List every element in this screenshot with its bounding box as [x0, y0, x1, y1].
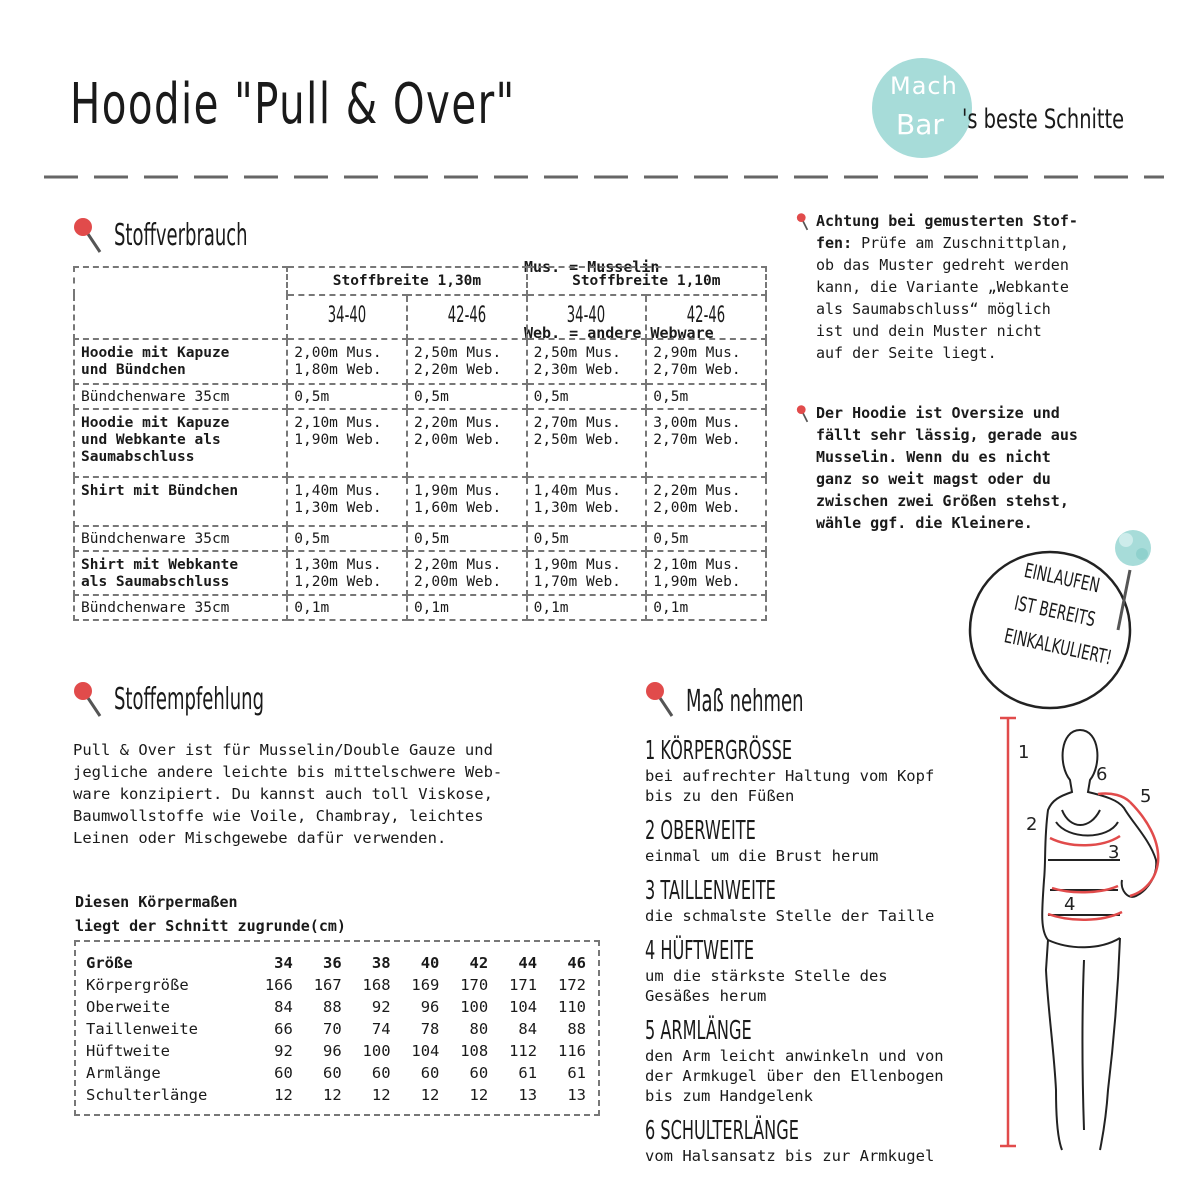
measurement-value: 70	[323, 1020, 342, 1038]
usage-cell: 2,50m Mus. 2,20m Web.	[407, 339, 527, 384]
usage-cell: 2,00m Mus. 1,80m Web.	[287, 339, 407, 384]
table-row	[86, 1018, 586, 1040]
measurements-table	[86, 952, 586, 1106]
measurement-value: 13	[518, 1086, 538, 1104]
measurement-value: 96	[323, 1042, 342, 1060]
usage-cell: 1,40m Mus. 1,30m Web.	[287, 477, 407, 526]
usage-cell: 2,20m Mus. 2,00m Web.	[407, 409, 527, 477]
usage-cell: 0,5m	[287, 384, 407, 409]
measurement-value: 171	[509, 976, 538, 994]
measuring-title: 3 TAILLENWEITE	[645, 876, 776, 906]
measurement-value: 12	[274, 1086, 293, 1104]
size-header: 34	[274, 954, 293, 972]
measurement-value: 61	[567, 1064, 586, 1082]
size-header: 36	[323, 954, 342, 972]
usage-cell: 0,5m	[407, 526, 527, 551]
usage-cell: 3,00m Mus. 2,70m Web.	[646, 409, 766, 477]
figure-number: 2	[1026, 814, 1038, 835]
measuring-item	[645, 1016, 995, 1106]
usage-cell: 0,5m	[646, 526, 766, 551]
measurement-value: 60	[371, 1064, 391, 1082]
usage-cell: 1,40m Mus. 1,30m Web.	[527, 477, 647, 526]
note-text: Prüfe am Zuschnittplan, ob das Muster gedreht werden kann, die Variante „Webkante als Saumabschluss“ möglich ist und dein Muster nicht auf der Seite liegt.	[816, 234, 1069, 362]
measurement-label: Taillenweite	[86, 1020, 198, 1038]
table-row	[86, 1040, 586, 1062]
size-header-label: Größe	[86, 954, 133, 972]
size-range-header	[287, 295, 407, 339]
page-title: Hoodie "Pull & Over"	[70, 72, 516, 137]
badge-line2: IST BEREITS	[1012, 590, 1098, 632]
usage-cell: 2,10m Mus. 1,90m Web.	[646, 551, 766, 595]
usage-cell: 0,5m	[407, 384, 527, 409]
recommendation-heading: Stoffempfehlung	[114, 682, 264, 717]
row-label: Bündchenware 35cm	[74, 526, 287, 551]
usage-cell: 2,50m Mus. 2,30m Web.	[527, 339, 647, 384]
usage-cell: 0,1m	[646, 595, 766, 620]
figure-number: 6	[1096, 764, 1108, 785]
measurement-value: 100	[362, 1042, 391, 1060]
usage-cell: 1,90m Mus. 1,70m Web.	[527, 551, 647, 595]
usage-cell: 0,5m	[287, 526, 407, 551]
measuring-title: 1 KÖRPERGRÖSSE	[645, 736, 793, 766]
figure-number: 4	[1064, 894, 1076, 915]
pin-icon	[72, 216, 108, 256]
table-row	[74, 595, 766, 620]
table-row	[74, 339, 766, 384]
figure-number: 5	[1140, 786, 1152, 807]
size-range-header	[646, 295, 766, 339]
measuring-desc: vom Halsansatz bis zur Armkugel	[645, 1147, 935, 1165]
measurement-label: Oberweite	[86, 998, 170, 1016]
measurement-value: 92	[274, 1042, 293, 1060]
row-label: Bündchenware 35cm	[74, 595, 287, 620]
measuring-item	[645, 936, 995, 1006]
measurement-value: 168	[362, 976, 391, 994]
measurement-value: 60	[323, 1064, 342, 1082]
table-row	[86, 1062, 586, 1084]
measurement-label: Schulterlänge	[86, 1086, 208, 1104]
measurement-value: 100	[460, 998, 489, 1016]
measurement-value: 166	[264, 976, 293, 994]
measuring-item	[645, 736, 995, 806]
row-label: Bündchenware 35cm	[74, 384, 287, 409]
badge-line3: EINKALKULIERT!	[1002, 623, 1115, 670]
size-range-label: 42-46	[686, 303, 726, 328]
note-bold: Der Hoodie ist Oversize und fällt sehr lässig, gerade aus Musselin. Wenn du es nicht ganz so weit magst oder du zwischen zwei Größen stehst, wähle ggf. die Kleinere.	[816, 404, 1078, 532]
measurement-value: 169	[411, 976, 440, 994]
measurement-value: 104	[411, 1042, 440, 1060]
measurement-value: 116	[558, 1042, 586, 1060]
table-row	[74, 409, 766, 477]
measuring-desc: die schmalste Stelle der Taille	[645, 907, 935, 925]
measurement-label: Armlänge	[86, 1064, 161, 1082]
logo-line1: Mach	[890, 72, 958, 100]
measurement-value: 84	[274, 998, 293, 1016]
table-row	[74, 551, 766, 595]
recommendation-text: Pull & Over ist für Musselin/Double Gauze und jegliche andere leichte bis mittelschwere Web- ware konzipiert. Du kannst auch toll Viskose, Baumwollstoffe wie Voile, Chambray, leichtes Leinen oder Mischgewebe dafür verwenden.	[73, 741, 503, 847]
size-header: 46	[567, 954, 586, 972]
measurement-value: 112	[509, 1042, 538, 1060]
table-row	[74, 384, 766, 409]
usage-cell: 0,1m	[407, 595, 527, 620]
measurement-value: 104	[509, 998, 538, 1016]
brand-logo	[872, 58, 972, 158]
measurement-value: 12	[323, 1086, 342, 1104]
pin-icon	[644, 680, 680, 720]
measuring-title: 4 HÜFTWEITE	[645, 936, 755, 966]
usage-cell: 2,70m Mus. 2,50m Web.	[527, 409, 647, 477]
size-range-label: 42-46	[447, 303, 486, 328]
measurement-label: Hüftweite	[86, 1042, 170, 1060]
measurement-value: 12	[420, 1086, 440, 1104]
size-range-header	[527, 295, 647, 339]
legend-web: Web. = andere Webware	[524, 324, 714, 342]
usage-cell: 0,1m	[287, 595, 407, 620]
measuring-item	[645, 816, 995, 866]
measuring-desc: den Arm leicht anwinkeln und von der Armkugel über den Ellenbogen bis zum Handgelenk	[645, 1047, 944, 1105]
logo-line2: Bar	[896, 108, 944, 141]
width-130-header: Stoffbreite 1,30m	[287, 267, 526, 295]
measuring-item	[645, 876, 995, 926]
usage-cell: 2,10m Mus. 1,90m Web.	[287, 409, 407, 477]
measurement-value: 84	[518, 1020, 538, 1038]
size-header: 42	[469, 954, 489, 972]
usage-cell: 1,90m Mus. 1,60m Web.	[407, 477, 527, 526]
measuring-desc: um die stärkste Stelle des Gesäßes herum	[645, 967, 888, 1005]
pin-icon	[72, 680, 108, 720]
note-bold: Achtung bei gemusterten Stof- fen:	[816, 212, 1078, 252]
measuring-list	[645, 736, 995, 1176]
measurement-value: 61	[518, 1064, 538, 1082]
measurement-value: 12	[371, 1086, 391, 1104]
measurement-value: 60	[469, 1064, 489, 1082]
measuring-desc: einmal um die Brust herum	[645, 847, 879, 865]
usage-cell: 1,30m Mus. 1,20m Web.	[287, 551, 407, 595]
row-label: Shirt mit Bündchen	[74, 477, 287, 526]
measurement-value: 13	[567, 1086, 586, 1104]
measurement-value: 78	[420, 1020, 440, 1038]
measurement-value: 80	[469, 1020, 489, 1038]
measuring-title: 5 ARMLÄNGE	[645, 1016, 752, 1046]
measurement-value: 92	[371, 998, 391, 1016]
note-item	[796, 210, 1156, 364]
size-range-header	[407, 295, 527, 339]
measurement-value: 108	[460, 1042, 489, 1060]
measurement-value: 170	[460, 976, 489, 994]
row-label: Hoodie mit Kapuze und Bündchen	[74, 339, 287, 384]
legend-mus: Mus. = Musselin	[524, 258, 660, 276]
size-header: 40	[420, 954, 440, 972]
fabric-usage-table	[73, 266, 767, 621]
measurements-caption: Diesen Körpermaßen liegt der Schnitt zugrunde(cm)	[75, 893, 346, 935]
measurement-value: 74	[371, 1020, 391, 1038]
width-110-header: Stoffbreite 1,10m	[527, 267, 766, 295]
usage-cell: 0,5m	[527, 384, 647, 409]
measuring-desc: bei aufrechter Haltung vom Kopf bis zu den Füßen	[645, 767, 935, 805]
measuring-item	[645, 1116, 995, 1166]
header-divider	[44, 172, 1164, 182]
measurement-value: 167	[313, 976, 342, 994]
usage-cell: 0,5m	[527, 526, 647, 551]
size-range-label: 34-40	[327, 303, 367, 328]
measurement-value: 60	[274, 1064, 293, 1082]
usage-cell: 2,20m Mus. 2,00m Web.	[646, 477, 766, 526]
measurement-value: 172	[558, 976, 586, 994]
measuring-title: 2 OBERWEITE	[645, 816, 756, 846]
measuring-heading: Maß nehmen	[686, 684, 804, 719]
body-figure	[990, 710, 1190, 1160]
table-row	[74, 526, 766, 551]
measurement-value: 60	[420, 1064, 440, 1082]
table-corner	[74, 267, 287, 339]
table-row	[86, 974, 586, 996]
size-range-label: 34-40	[567, 303, 606, 328]
figure-number: 3	[1108, 842, 1120, 863]
measurement-value: 96	[420, 998, 440, 1016]
measurement-label: Körpergröße	[86, 976, 189, 994]
table-row	[86, 1084, 586, 1106]
measurement-value: 66	[274, 1020, 293, 1038]
row-label: Hoodie mit Kapuze und Webkante als Saumabschluss	[74, 409, 287, 477]
fabric-usage-heading: Stoffverbrauch	[114, 218, 248, 253]
usage-cell: 0,5m	[646, 384, 766, 409]
measurement-value: 12	[469, 1086, 489, 1104]
usage-cell: 0,1m	[527, 595, 647, 620]
pin-icon	[796, 212, 810, 232]
pin-icon	[796, 404, 810, 424]
badge-line1: EINLAUFEN	[1022, 558, 1102, 598]
row-label: Shirt mit Webkante als Saumabschluss	[74, 551, 287, 595]
table-row	[74, 477, 766, 526]
logo-tagline: 's beste Schnitte	[962, 104, 1125, 135]
size-header: 44	[518, 954, 538, 972]
measuring-title: 6 SCHULTERLÄNGE	[645, 1116, 799, 1146]
size-header: 38	[371, 954, 391, 972]
usage-cell: 2,90m Mus. 2,70m Web.	[646, 339, 766, 384]
figure-number: 1	[1018, 742, 1030, 763]
measurement-value: 88	[323, 998, 342, 1016]
table-row	[86, 996, 586, 1018]
usage-cell: 2,20m Mus. 2,00m Web.	[407, 551, 527, 595]
measurement-value: 88	[567, 1020, 586, 1038]
measurement-value: 110	[558, 998, 586, 1016]
